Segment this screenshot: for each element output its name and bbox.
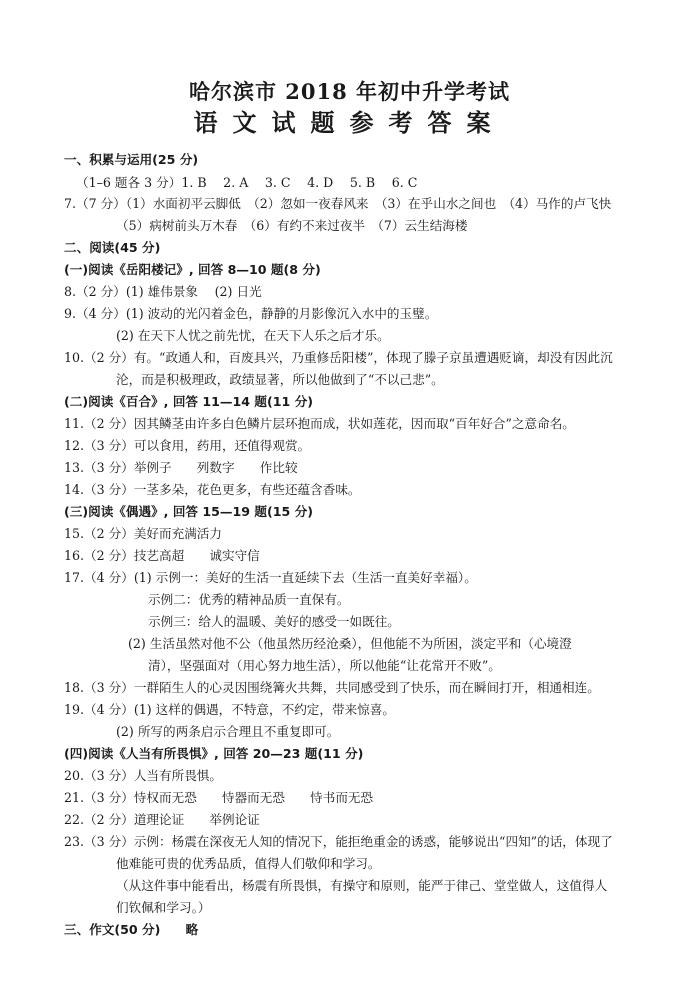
answer-line: （5）病树前头万木春 （6）有约不来过夜半 （7）云生结海楼 bbox=[116, 218, 468, 233]
section-heading: 三、作文(50 分) 略 bbox=[64, 922, 199, 937]
answer-line: 沦，而是积极理政，政绩显著，所以他做到了“不以己悲”。 bbox=[116, 372, 444, 387]
answer-line: 17.（4 分）(1) 示例一：美好的生活一直延续下去（生活一直美好幸福）。 bbox=[64, 570, 477, 585]
answer-line: 15.（2 分）美好而充满活力 bbox=[64, 526, 222, 541]
answer-line: 18.（3 分）一群陌生人的心灵因围绕篝火共舞，共同感受到了快乐，而在瞬间打开，相通相连。 bbox=[64, 680, 600, 695]
answer-line: 12.（3 分）可以食用，药用，还值得观赏。 bbox=[64, 438, 311, 453]
answer-line: (2) 所写的两条启示合理且不重复即可。 bbox=[116, 724, 340, 739]
answer-line: 22.（2 分）道理论证 举例论证 bbox=[64, 812, 260, 827]
document-subtitle: 语文试题参考答案 bbox=[193, 108, 506, 137]
section-heading: (四)阅读《人当有所畏惧》, 回答 20—23 题(11 分) bbox=[64, 746, 364, 761]
section-heading: 二、阅读(45 分) bbox=[64, 240, 161, 255]
answer-line: (2) 生活虽然对他不公（他虽然历经沧桑），但他能不为所困，淡定平和（心境澄 bbox=[128, 636, 572, 651]
answer-line: 7.（7 分）（1）水面初平云脚低 （2）忽如一夜春风来 （3）在乎山水之间也 （4）马作的卢飞快 bbox=[64, 196, 612, 211]
answer-line: 示例三：给人的温暖、美好的感受一如既往。 bbox=[148, 614, 400, 629]
answer-line: 16.（2 分）技艺高超 诚实守信 bbox=[64, 548, 260, 563]
answer-line: 20.（3 分）人当有所畏惧。 bbox=[64, 768, 222, 783]
section-heading: (二)阅读《百合》, 回答 11—14 题(11 分) bbox=[64, 394, 314, 409]
answer-line: 9.（4 分）(1) 波动的光闪着金色，静静的月影像沉入水中的玉璧。 bbox=[64, 306, 438, 321]
answer-line: 清），坚强面对（用心努力地生活），所以他能“让花常开不败”。 bbox=[148, 658, 501, 673]
answer-line: 8.（2 分）(1) 雄伟景象 (2) 日光 bbox=[64, 284, 262, 299]
section-heading: (三)阅读《偶遇》, 回答 15—19 题(15 分) bbox=[64, 504, 314, 519]
answer-line: 21.（3 分）恃权而无恐 恃器而无恐 恃书而无恐 bbox=[64, 790, 374, 805]
document-title: 哈尔滨市 2018 年初中升学考试 bbox=[188, 79, 511, 104]
answer-line: 他难能可贵的优秀品质，值得人们敬仰和学习。 bbox=[116, 856, 381, 871]
answer-line: 13.（3 分）举例子 列数字 作比较 bbox=[64, 460, 298, 475]
answer-line: 14.（3 分）一茎多朵，花色更多，有些还蕴含香味。 bbox=[64, 482, 361, 497]
answer-line: 10.（2 分）有。“政通人和，百废具兴，乃重修岳阳楼”，体现了滕子京虽遭遇贬谪，却没有因此沉 bbox=[64, 350, 613, 365]
answer-line: (2) 在天下人忧之前先忧，在天下人乐之后才乐。 bbox=[116, 328, 390, 343]
section-heading: 一、积累与运用(25 分) bbox=[64, 152, 199, 167]
answer-line: 19.（4 分）(1) 这样的偶遇，不特意，不约定，带来惊喜。 bbox=[64, 702, 395, 717]
answer-line: 11.（2 分）因其鳞茎由许多白色鳞片层环抱而成，状如莲花，因而取“百年好合”之意命名。 bbox=[64, 416, 575, 431]
answer-line: （从这件事中能看出，杨震有所畏惧，有操守和原则，能严于律己、堂堂做人，这值得人 bbox=[116, 878, 608, 893]
answer-line: 们钦佩和学习。） bbox=[116, 900, 211, 915]
answer-line: （1–6 题各 3 分）1. B 2. A 3. C 4. D 5. B 6. C bbox=[76, 175, 418, 190]
answer-line: 23.（3 分）示例：杨震在深夜无人知的情况下，能拒绝重金的诱惑，能够说出“四知”的话，体现了 bbox=[64, 834, 613, 849]
section-heading: (一)阅读《岳阳楼记》, 回答 8—10 题(8 分) bbox=[64, 262, 321, 277]
answer-line: 示例二：优秀的精神品质一直保有。 bbox=[148, 592, 350, 607]
